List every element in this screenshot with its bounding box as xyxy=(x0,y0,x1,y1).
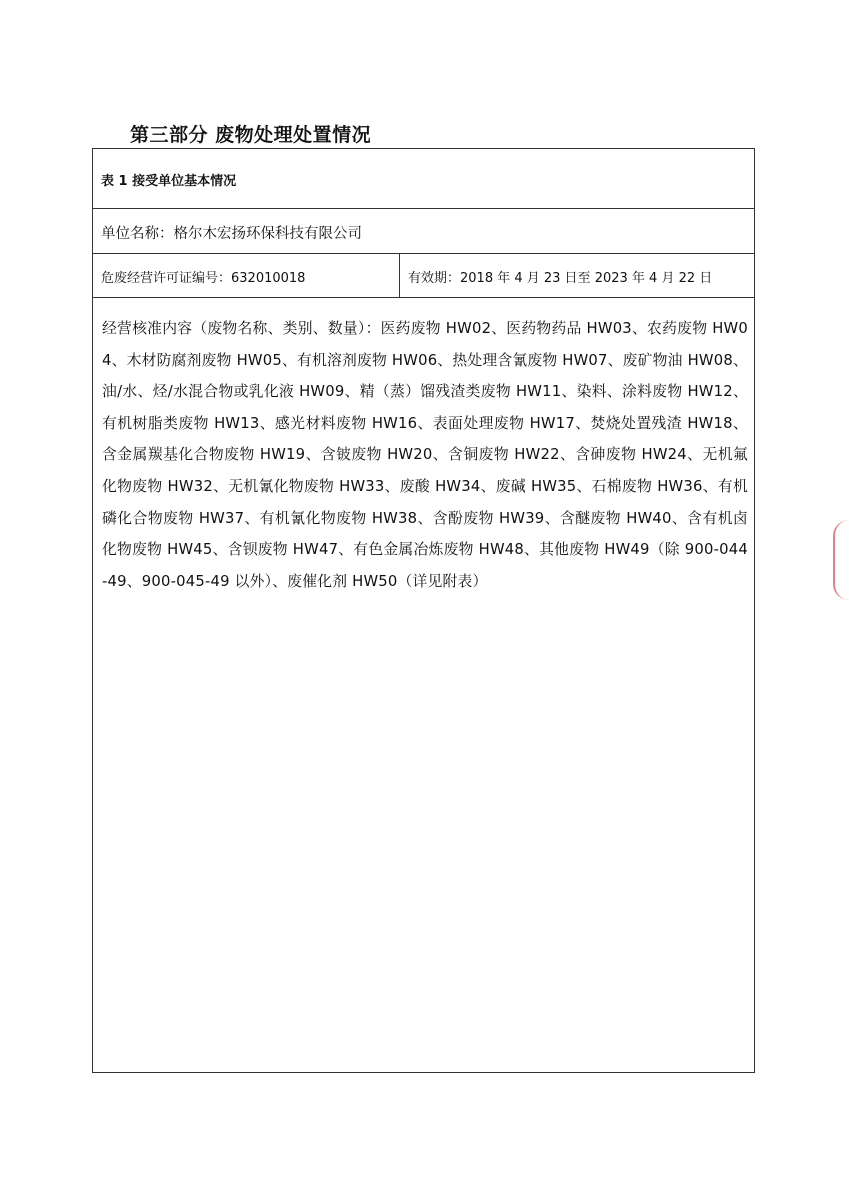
business-scope-cell xyxy=(93,298,754,597)
unit-name: 单位名称：格尔木宏扬环保科技有限公司 xyxy=(101,226,362,242)
validity-period: 有效期：2018 年 4 月 23 日至 2023 年 4 月 22 日 xyxy=(408,271,713,286)
page-title: 第三部分 废物处理处置情况 xyxy=(130,124,372,146)
permit-row xyxy=(93,254,754,298)
permit-number: 危废经营许可证编号：632010018 xyxy=(101,271,306,286)
validity-cell xyxy=(400,254,754,297)
unit-name-row xyxy=(93,209,754,254)
red-seal-edge xyxy=(833,520,849,600)
business-scope-text: 经营核准内容（废物名称、类别、数量）：医药废物 HW02、医药物药品 HW03、农药废物 HW04、木材防腐剂废物 HW05、有机溶剂废物 HW06、热处理含氰废物 HW07、废矿物油 HW08、油/水、烃/水混合物或乳化液 HW09、精（蒸）馏残渣类废物 HW11、染料、涂料废物 HW12、有机树脂类废物 HW13、感光材料废物 HW16、表面处理废物 HW17、焚烧处置残渣 HW18、含金属羰基化合物废物 HW19、含铍废物 HW20、含铜废物 HW22、含砷废物 HW24、无机氟化物废物 HW32、无机氰化物废物 HW33、废酸 HW34、废碱 HW35、石棉废物 HW36、有机磷化合物废物 HW37、有机氰化物废物 HW38、含酚废物 HW39、含醚废物 HW40、含有机卤化物废物 HW45、含钡废物 HW47、有色金属冶炼废物 HW48、其他废物 HW49（除 900-044-49、900-045-49 以外）、废催化剂 HW50（详见附表） xyxy=(102,320,748,590)
basic-info-table xyxy=(92,148,755,1073)
table-caption-row xyxy=(93,149,754,209)
table-caption: 表 1 接受单位基本情况 xyxy=(101,174,237,189)
permit-number-cell xyxy=(93,254,400,297)
